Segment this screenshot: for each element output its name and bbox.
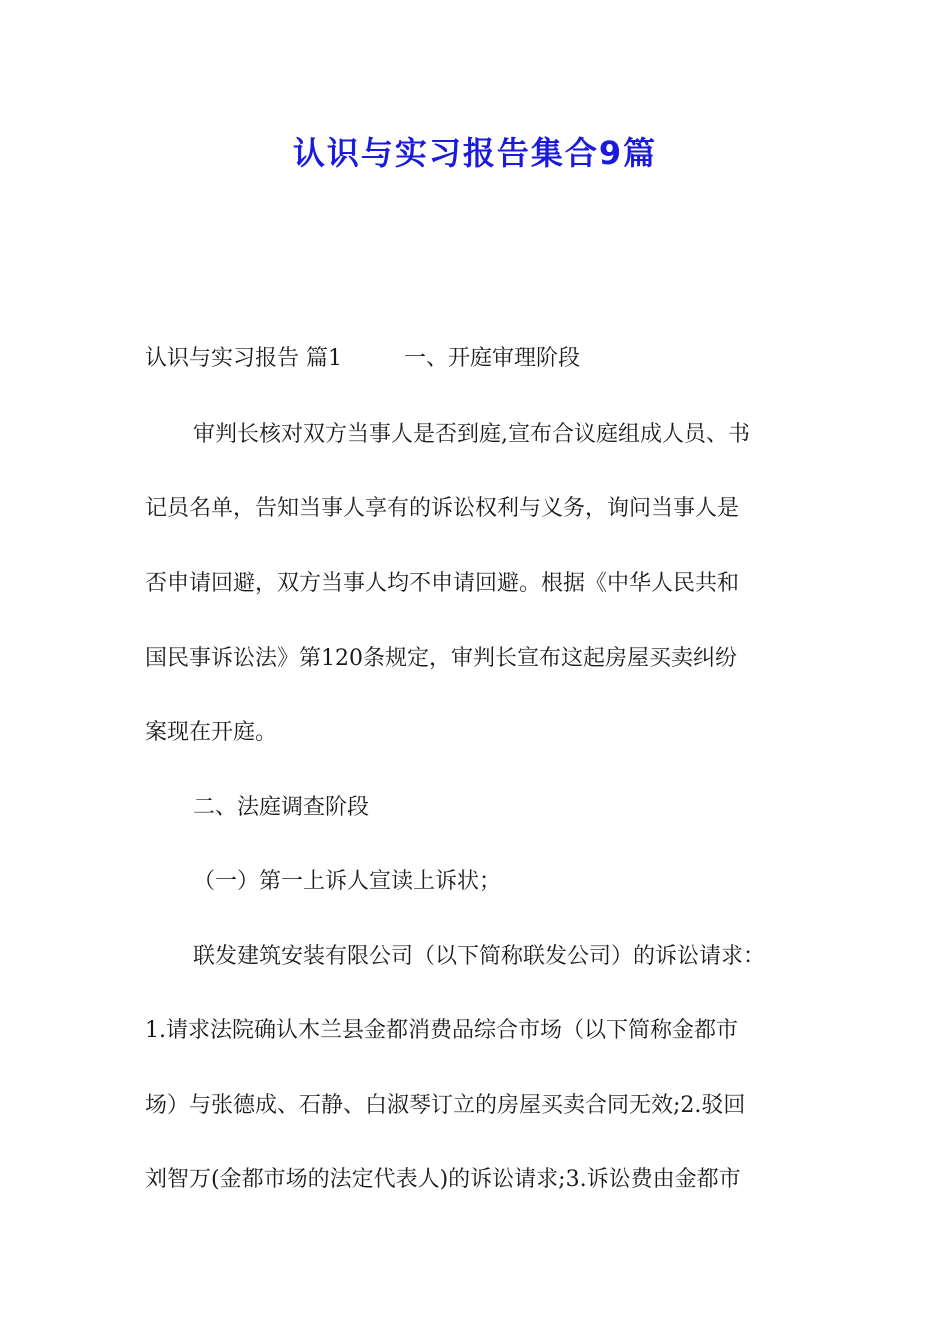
- paragraph-line: 刘智万(金都市场的法定代表人)的诉讼请求;3.诉讼费由金都市: [145, 1167, 741, 1192]
- paragraph-line: 联发建筑安装有限公司（以下简称联发公司）的诉讼请求：: [193, 944, 766, 969]
- article-heading-line: [145, 344, 580, 374]
- paragraph-line: 否申请回避，双方当事人均不申请回避。根据《中华人民共和: [145, 571, 740, 596]
- paragraph-line: 场）与张德成、石静、白淑琴订立的房屋买卖合同无效;2.驳回: [145, 1093, 746, 1118]
- paragraph-line: 国民事诉讼法》第120条规定，审判长宣布这起房屋买卖纠纷: [145, 646, 737, 671]
- subsection-heading: （一）第一上诉人宣读上诉状；: [193, 869, 502, 894]
- article-label: 认识与实习报告 篇1: [145, 346, 342, 371]
- paragraph-line: 记员名单，告知当事人享有的诉讼权利与义务，询问当事人是: [145, 496, 740, 521]
- section-heading-1: 一、开庭审理阶段: [404, 346, 581, 371]
- section-heading-2: 二、法庭调查阶段: [193, 795, 370, 820]
- paragraph-line: 1.请求法院确认木兰县金都消费品综合市场（以下简称金都市: [145, 1018, 738, 1043]
- document-title: 认识与实习报告集合9篇: [292, 134, 658, 172]
- paragraph-line: 审判长核对双方当事人是否到庭,宣布合议庭组成人员、书: [193, 422, 750, 447]
- paragraph-line: 案现在开庭。: [145, 720, 278, 745]
